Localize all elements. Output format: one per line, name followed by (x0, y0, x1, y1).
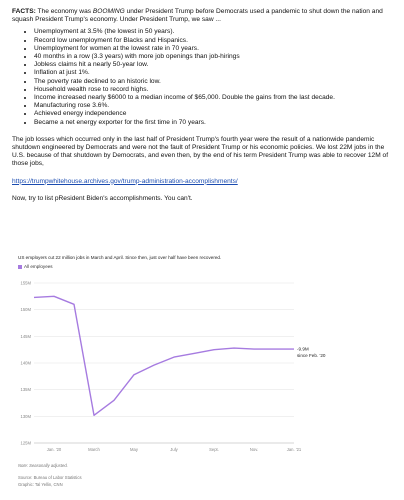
employment-chart (12, 255, 326, 500)
annotation-value: -9.9M (297, 346, 309, 352)
list-item: • Household wealth rose to record highs. (34, 86, 394, 94)
chart-note: Note: Seasonally adjusted. (18, 463, 68, 468)
biden-paragraph: Now, try to list pResident Biden's accomplishments. You can't. (12, 194, 193, 202)
list-item: • Achieved energy independence (34, 110, 394, 118)
y-tick-label: 145M (20, 333, 31, 339)
legend-swatch (18, 265, 22, 269)
list-item: • Income increased nearly $6000 to a median income of $65,000. Double the gains from the last decade. (34, 94, 394, 102)
list-item: • Became a net energy exporter for the first time in 70 years. (34, 119, 394, 127)
accomplishments-link[interactable]: https://trumpwhitehouse.archives.gov/trump-administration-accomplishments/ (12, 177, 238, 185)
list-item: • Inflation at just 1%. (34, 69, 394, 77)
list-item: • Manufacturing rose 3.6%. (34, 102, 394, 110)
list-item: • Unemployment for women at the lowest rate in 70 years. (34, 45, 394, 53)
x-tick-label: July (170, 447, 178, 452)
chart-source: Source: Bureau of Labor Statistics (18, 475, 82, 480)
intro-text-1: The economy was (35, 8, 93, 15)
list-item: • The poverty rate declined to an historic low. (34, 78, 394, 86)
intro-text-2: under President Trump before Democrats used a pandemic to shut down the nation and squash President Trump's economy. Under President Trump, we saw ... (12, 8, 383, 24)
emphasis-text: BOOMING (92, 8, 125, 15)
facts-label: FACTS: (12, 8, 36, 15)
list-item: • Record low unemployment for Blacks and Hispanics. (34, 37, 394, 45)
chart-graphic-credit: Graphic: Tal Yellin, CNN (18, 482, 63, 487)
post-body (12, 8, 394, 203)
accomplishment-list (12, 28, 394, 126)
x-tick-label: Jan. '21 (286, 447, 302, 452)
chart-plot (12, 273, 326, 483)
y-tick-label: 140M (20, 360, 31, 366)
y-tick-label: 135M (20, 387, 31, 393)
series-line-all-employees (34, 296, 294, 415)
x-tick-label: Jan. '20 (46, 447, 62, 452)
chart-title: US employers cut 22 million jobs in March and April. Since then, just over half have been recovered. (18, 255, 222, 260)
legend-label: All employees (24, 264, 53, 269)
annotation-sub: since Feb. '20 (297, 353, 326, 359)
y-tick-label: 150M (20, 307, 31, 313)
y-tick-label: 125M (20, 440, 31, 446)
job-losses-paragraph: The job losses which occurred only in the last half of President Trump's fourth year were the result of a nationwide pandemic shutdown engineered by Democrats and were not the fault of President Trump or his economic policies. We lost 22M jobs in the U.S. because of that shutdown by Democrats, and even then, by the end of his term President Trump was able to recover 12M of those jobs, (12, 135, 389, 168)
x-tick-label: May (130, 447, 138, 452)
list-item: • Jobless claims hit a nearly 50-year low. (34, 61, 394, 69)
intro-paragraph (12, 8, 394, 24)
list-item: • Unemployment at 3.5% (the lowest in 50 years). (34, 28, 394, 36)
list-item: • 40 months in a row (3.3 years) with more job openings than job-hirings (34, 53, 394, 61)
y-tick-label: 155M (20, 280, 31, 286)
y-tick-label: 130M (20, 413, 31, 419)
x-tick-label: Nov. (249, 447, 259, 452)
chart-legend (18, 264, 53, 269)
x-tick-label: March (88, 447, 100, 452)
x-tick-label: Sept. (209, 447, 219, 452)
